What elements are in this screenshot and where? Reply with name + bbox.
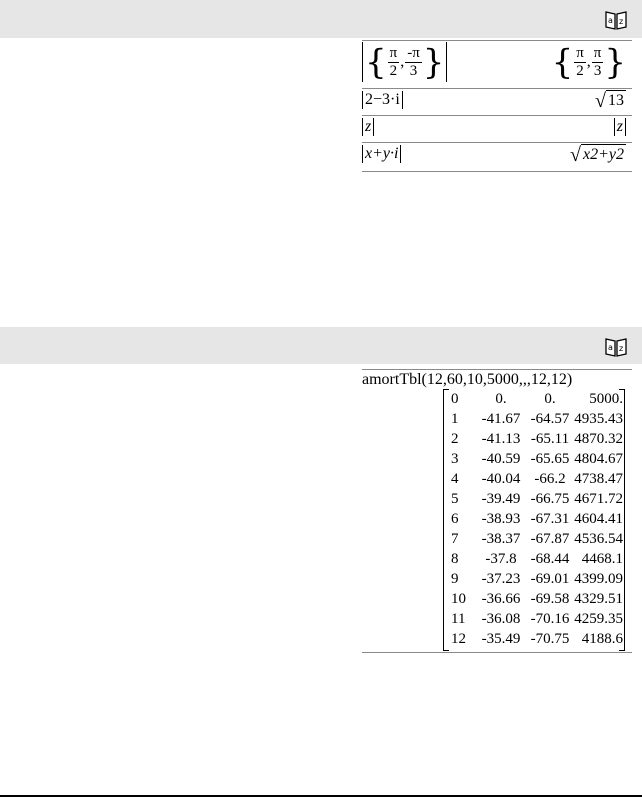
matrix-cell: 11 — [451, 611, 466, 627]
matrix-row — [451, 409, 623, 429]
matrix-cell: 3 — [451, 451, 459, 467]
matrix-cell: -65.65 — [530, 451, 570, 467]
matrix-cell: 7 — [451, 531, 459, 547]
command-line: amortTbl(12,60,10,5000,,,12,12) — [362, 371, 573, 388]
amortization-table — [451, 389, 623, 649]
matrix-cell: 5 — [451, 491, 459, 507]
example-header-band — [0, 327, 642, 364]
result-expression: √ x2+y2 — [570, 144, 624, 166]
book-icon — [604, 336, 628, 358]
svg-text:z: z — [619, 17, 624, 26]
matrix-row — [451, 469, 623, 489]
matrix-cell: 12 — [451, 631, 466, 647]
svg-text:a: a — [608, 16, 613, 25]
matrix-cell: -38.37 — [481, 531, 521, 547]
matrix-cell: 4329.51 — [574, 591, 623, 607]
example1-row-2 — [362, 90, 632, 114]
matrix-cell: 0 — [451, 391, 459, 407]
example1-row-3 — [362, 117, 632, 141]
row-separator — [362, 171, 632, 172]
matrix-cell: 4804.67 — [574, 451, 623, 467]
abs-expression: x+y·i — [362, 145, 401, 163]
row-separator — [362, 369, 632, 370]
matrix-cell: 8 — [451, 551, 459, 567]
example-header-band — [0, 0, 642, 38]
matrix-cell: -68.44 — [530, 551, 570, 567]
matrix-cell: -69.58 — [530, 591, 570, 607]
matrix-cell: -39.49 — [481, 491, 521, 507]
matrix-cell: 1 — [451, 411, 459, 427]
matrix-row — [451, 629, 623, 649]
matrix-cell: 4870.32 — [574, 431, 623, 447]
matrix-cell: -70.16 — [530, 611, 570, 627]
matrix-cell: -38.93 — [481, 511, 521, 527]
matrix-cell: -37.23 — [481, 571, 521, 587]
matrix-cell: 0. — [544, 391, 556, 407]
matrix-cell: 5000. — [589, 391, 623, 407]
example1-row-4 — [362, 144, 632, 170]
matrix-row — [451, 529, 623, 549]
matrix-cell: 2 — [451, 431, 459, 447]
matrix-cell: -41.13 — [481, 431, 521, 447]
matrix-row — [451, 569, 623, 589]
matrix-cell: 9 — [451, 571, 459, 587]
matrix-cell: -35.49 — [481, 631, 521, 647]
row-separator — [362, 115, 632, 116]
matrix-cell: -67.31 — [530, 511, 570, 527]
matrix-cell: 4935.43 — [574, 411, 623, 427]
result-expression: √ 13 — [595, 90, 624, 112]
matrix-cell: 4536.54 — [574, 531, 623, 547]
matrix-row — [451, 509, 623, 529]
book-icon — [604, 9, 628, 31]
matrix-row — [451, 489, 623, 509]
abs-expression: 2−3·i — [362, 91, 403, 109]
matrix-cell: 4259.35 — [574, 611, 623, 627]
row-separator — [362, 142, 632, 143]
matrix-cell: 4399.09 — [574, 571, 623, 587]
matrix-cell: -66.75 — [530, 491, 570, 507]
matrix-cell: 4738.47 — [574, 471, 623, 487]
matrix-row — [451, 609, 623, 629]
row-separator — [362, 652, 632, 653]
matrix-cell: 6 — [451, 511, 459, 527]
abs-expression: z — [362, 118, 374, 136]
matrix-cell: -37.8 — [485, 551, 517, 567]
svg-text:z: z — [619, 344, 624, 353]
row-separator — [362, 88, 632, 89]
amortization-matrix — [443, 389, 625, 649]
matrix-cell: -64.57 — [530, 411, 570, 427]
matrix-cell: -41.67 — [481, 411, 521, 427]
matrix-row — [451, 549, 623, 569]
matrix-cell: 0. — [495, 391, 507, 407]
svg-text:a: a — [608, 343, 613, 352]
matrix-cell: 10 — [451, 591, 466, 607]
row-separator — [362, 40, 632, 41]
matrix-cell: -40.04 — [481, 471, 521, 487]
matrix-row — [451, 589, 623, 609]
matrix-row — [451, 429, 623, 449]
matrix-row — [451, 449, 623, 469]
matrix-cell: -66.2 — [534, 471, 566, 487]
matrix-cell: 4671.72 — [574, 491, 623, 507]
matrix-cell: -69.01 — [530, 571, 570, 587]
abs-expression: { $\frac{\pi}{2}$ , $\frac{-\pi}{3}$ } — [362, 42, 447, 82]
matrix-row — [451, 389, 623, 409]
matrix-cell: 4604.41 — [574, 511, 623, 527]
matrix-cell: 4188.6 — [581, 631, 623, 647]
matrix-cell: -36.08 — [481, 611, 521, 627]
matrix-left-bracket — [443, 389, 449, 651]
matrix-cell: -65.11 — [530, 431, 570, 447]
matrix-cell: -40.59 — [481, 451, 521, 467]
result-expression: { $\frac{\pi}{2}$ , $\frac{\pi}{3}$ } — [551, 42, 626, 83]
matrix-cell: -36.66 — [481, 591, 521, 607]
matrix-cell: -67.87 — [530, 531, 570, 547]
result-expression: z — [614, 117, 626, 137]
example1-row-1 — [362, 42, 632, 86]
matrix-cell: 4 — [451, 471, 459, 487]
matrix-cell: 4468.1 — [581, 551, 623, 567]
matrix-cell: -70.75 — [530, 631, 570, 647]
